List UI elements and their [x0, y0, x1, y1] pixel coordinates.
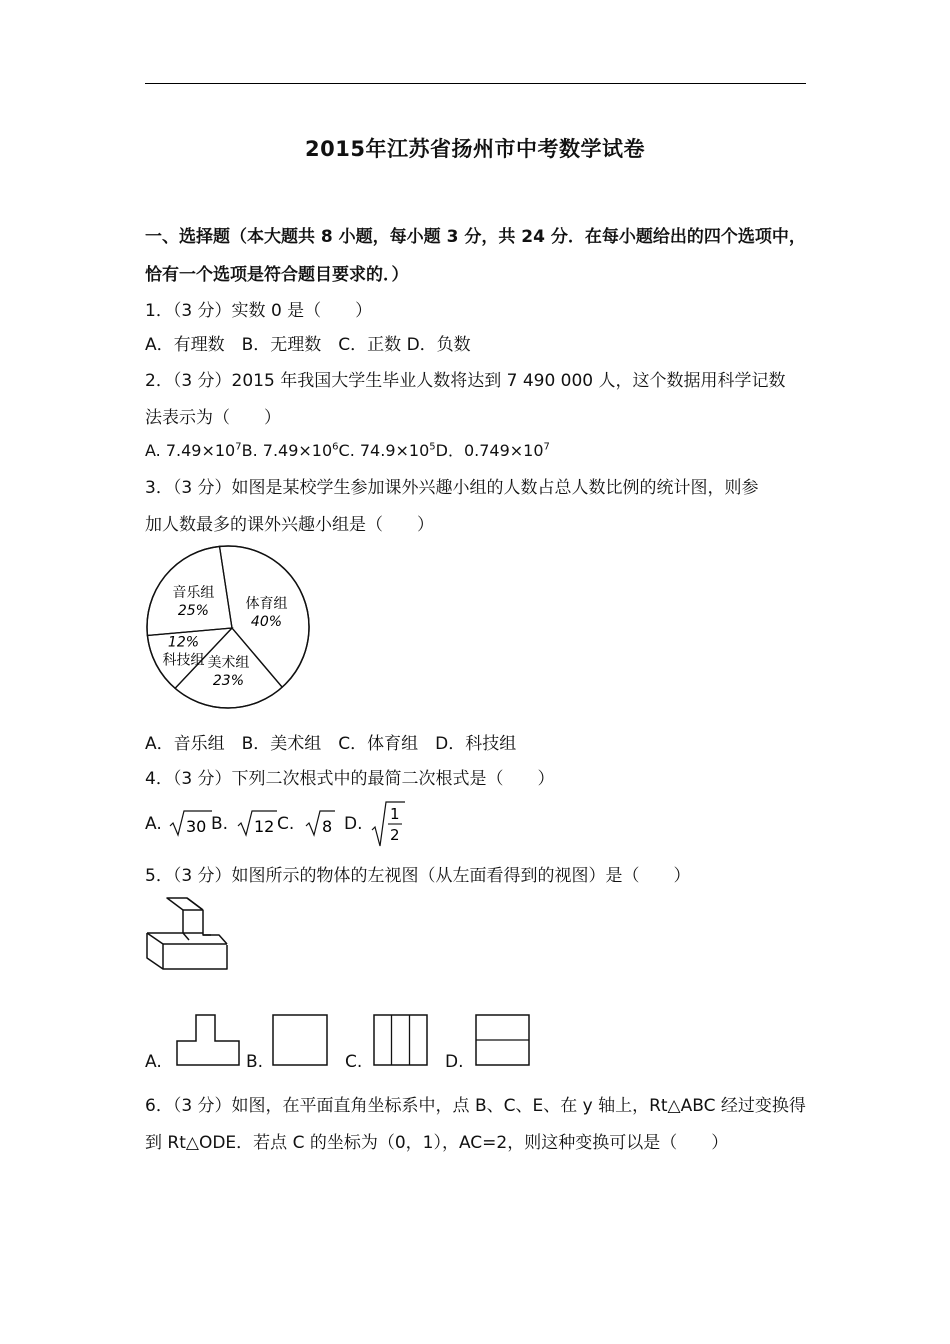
- q3-stem-line1: 3．（3 分）如图是某校学生参加课外兴趣小组的人数占总人数比例的统计图，则参: [145, 478, 759, 498]
- q2-option-d-exp: 7: [543, 441, 550, 453]
- q5-option-d-label: D.: [445, 1052, 464, 1072]
- q6-stem-line2: 到 Rt△ODE．若点 C 的坐标为（0，1），AC=2，则这种变换可以是（ ）: [145, 1133, 729, 1153]
- pie-slice-label-2: 科技组: [162, 652, 205, 669]
- pie-slice-label-0: 体育组: [245, 595, 288, 612]
- q4-option-d-denominator: 2: [390, 826, 400, 844]
- pie-slice-value-1: 23%: [212, 673, 245, 690]
- q4-option-c-radicand: 8: [322, 817, 333, 836]
- pie-slice-label-3: 音乐组: [172, 584, 215, 601]
- q2-stem-line2: 法表示为（ ）: [145, 408, 281, 428]
- q2-option-c-exp: 5: [429, 441, 436, 453]
- q4-option-c-radical: [305, 808, 337, 838]
- q5-option-a-figure: [175, 1013, 241, 1067]
- pie-slice-value-2: 12%: [167, 634, 200, 651]
- pie-slice-value-3: 25%: [177, 602, 209, 619]
- q5-option-c-figure: [373, 1013, 429, 1067]
- q2-option-a: A. 7.49×10: [145, 441, 236, 460]
- q4-option-b-label: B.: [211, 814, 229, 834]
- exam-title: 2015年江苏省扬州市中考数学试卷: [305, 137, 645, 161]
- q1-stem: 1．（3 分）实数 0 是（ ）: [145, 301, 373, 321]
- q1-options: A．有理数 B．无理数 C．正数 D．负数: [145, 335, 471, 355]
- q4-option-b-radical: [237, 808, 279, 838]
- q5-option-a-label: A.: [145, 1052, 162, 1072]
- q5-solid-figure: [143, 895, 233, 975]
- q4-option-d-numerator: 1: [390, 805, 400, 823]
- q2-option-a-exp: 7: [235, 441, 242, 453]
- q4-options: [145, 800, 445, 850]
- header-rule: [145, 83, 806, 84]
- q3-options: A．音乐组 B．美术组 C．体育组 D．科技组: [145, 734, 517, 754]
- pie-slice-label-1: 美术组: [207, 655, 250, 672]
- q5-option-b-label: B.: [246, 1052, 264, 1072]
- q4-option-c-label: C.: [277, 814, 295, 834]
- q4-option-d-label: D.: [344, 814, 363, 834]
- q5-option-d-figure: [475, 1013, 531, 1067]
- pie-slice-value-0: 40%: [250, 613, 283, 630]
- section-heading-line2: 恰有一个选项是符合题目要求的．）: [145, 265, 409, 285]
- q2-option-d: D．0.749×10: [435, 441, 544, 460]
- q4-option-a-radicand: 30: [186, 817, 207, 836]
- section-heading-line1: 一、选择题（本大题共 8 小题，每小题 3 分，共 24 分．在每小题给出的四个选项中，: [145, 227, 806, 247]
- pie-chart: [143, 542, 313, 712]
- q2-option-b: B. 7.49×10: [241, 441, 333, 460]
- q4-option-b-radicand: 12: [254, 817, 275, 836]
- q2-option-c: C. 74.9×10: [338, 441, 430, 460]
- q2-stem-line1: 2．（3 分）2015 年我国大学生毕业人数将达到 7 490 000 人，这个数据用科学记数: [145, 371, 786, 391]
- q2-option-b-exp: 6: [332, 441, 339, 453]
- q2-options: [145, 438, 550, 461]
- q5-option-c-label: C.: [345, 1052, 363, 1072]
- q5-option-b-figure: [272, 1013, 328, 1067]
- q5-stem: 5．（3 分）如图所示的物体的左视图（从左面看得到的视图）是（ ）: [145, 866, 691, 886]
- q6-stem-line1: 6．（3 分）如图，在平面直角坐标系中，点 B、C、E、在 y 轴上，Rt△ABC 经过变换得: [145, 1096, 806, 1116]
- q3-stem-line2: 加人数最多的课外兴趣小组是（ ）: [145, 515, 434, 535]
- q4-option-a-radical: [169, 808, 213, 838]
- q4-option-a-label: A.: [145, 814, 162, 834]
- q4-option-d-radical: [371, 800, 407, 848]
- q4-stem: 4．（3 分）下列二次根式中的最简二次根式是（ ）: [145, 769, 555, 789]
